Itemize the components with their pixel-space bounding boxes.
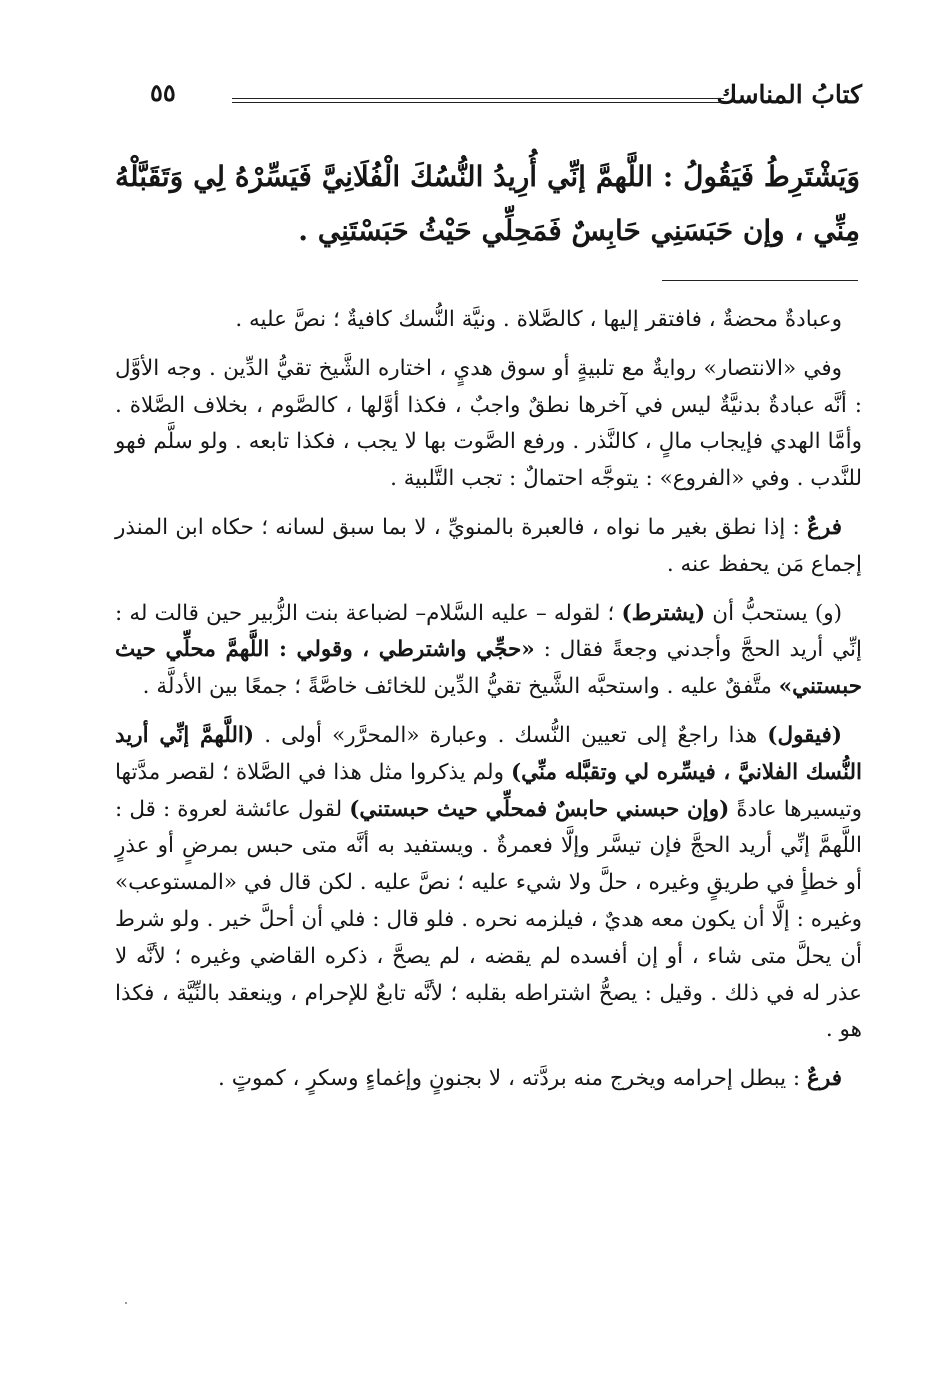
bold-quote-segment: «حجِّي واشترطي ، وقولي : اللَّهمَّ محلِّي حيث حبستني» [115,637,862,700]
footnote-separator [662,280,858,281]
text-segment: هذا راجعٌ إلى تعيين النُّسك . وعبارة «المحرَّر» أولى . [254,722,768,748]
matn-text: وَيَشْتَرِطُ فَيَقُولُ : اللَّهمَّ إنِّي أُرِيدُ النُّسُكَ الْفُلَانِيَّ فَيَسِّرْهُ لِي وَتَقَبَّلْهُ مِنِّي ، وإن حَبَسَنِي حَابِسٌ فَمَحِلِّي حَيْثُ حَبَسْتَنِي . [115,160,860,247]
text-segment: ؛ لقوله – عليه السَّلام– لضباعة بنت الزُّبير حين قالت له : إنِّي أريد الحجَّ وأجدني وجعةً فقال : [115,600,862,663]
bold-quote-segment: (فيقول) [767,722,842,748]
text-segment: ولم يذكروا مثل هذا في الصَّلاة ؛ لقصر مدَّتها وتيسيرها عادةً [115,759,862,822]
commentary-paragraph [115,510,862,584]
commentary-body [115,302,862,1110]
header-rule [232,98,724,103]
text-segment: لقول عائشة لعروة : قل : اللَّهمَّ إنِّي أريد الحجَّ فإن تيسَّر وإلَّا فعمرةٌ . ويستفيد به أنَّه متى حبس بمرضٍ أو عذرٍ أو خطأٍ في طريقٍ وغيره ، حلَّ ولا شيء عليه ؛ نصَّ عليه . لكن قال في «المستوعب» وغيره : إلَّا أن يكون معه هديٌ ، فيلزمه نحره . فلو قال : فلي أن أحلَّ خير . ولو شرط أن يحلَّ متى شاء ، أو إن أفسده لم يقضه ، لم يصحَّ ، ذكره القاضي وغيره ؛ لأنَّه لا عذر له في ذلك . وقيل : يصحُّ اشتراطه بقلبه ؛ لأنَّه تابعٌ للإحرام ، وينعقد بالنِّيَّة ، فكذا هو . [115,796,862,1043]
text-segment: وفي «الانتصار» روايةٌ مع تلبيةٍ أو سوق هديٍ ، اختاره الشَّيخ تقيُّ الدِّين . وجه الأوَّل : أنَّه عبادةٌ بدنيَّةٌ ليس في آخرها نطقٌ واجبٌ ، فكذا أوَّلها ، كالصَّوم ، بخلاف الصَّلاة . وأمَّا الهدي فإيجاب مالٍ ، كالنَّذر . ورفع الصَّوت بها لا يجب ، فكذا تابعه . ولو سلَّم فهو للنَّدب . وفي «الفروع» : يتوجَّه احتمالٌ : تجب التَّلبية . [115,355,862,492]
commentary-paragraph [115,351,862,498]
text-segment: : إذا نطق بغير ما نواه ، فالعبرة بالمنويِّ ، لا بما سبق لسانه ؛ حكاه ابن المنذر إجماع مَن يحفظ عنه . [115,514,862,577]
text-segment: متَّفقٌ عليه . واستحبَّه الشَّيخ تقيُّ الدِّين للخائف خاصَّةً ؛ جمعًا بين الأدلَّة . [142,674,779,700]
commentary-paragraph [115,718,862,1049]
text-segment: (و) يستحبُّ أن [705,600,842,626]
bold-quote-segment: (يشترط) [621,600,706,626]
scan-speck [125,1302,127,1304]
bold-quote-segment: فرعٌ [807,1066,842,1092]
bold-quote-segment: فرعٌ [807,514,842,540]
commentary-paragraph [115,1061,862,1098]
text-segment: : يبطل إحرامه ويخرج منه بردَّته ، لا بجنونٍ وإغماءٍ وسكرٍ ، كموتٍ . [218,1066,808,1092]
page-header [150,76,862,120]
bold-quote-segment: (وإن حبسني حابسٌ فمحلِّي حيث حبستني) [349,796,730,822]
text-segment: وعبادةٌ محضةٌ ، فافتقر إليها ، كالصَّلاة . ونيَّة النُّسك كافيةٌ ؛ نصَّ عليه . [235,307,842,332]
commentary-paragraph [115,596,862,706]
page-number: ٥٥ [150,78,176,107]
bold-quote-segment: (اللَّهمَّ إنِّي أريد النُّسك الفلانيَّ ، فيسِّره لي وتقبَّله منِّي) [115,722,862,785]
chapter-title: كتابُ المناسك [716,80,862,109]
commentary-paragraph [115,302,862,339]
